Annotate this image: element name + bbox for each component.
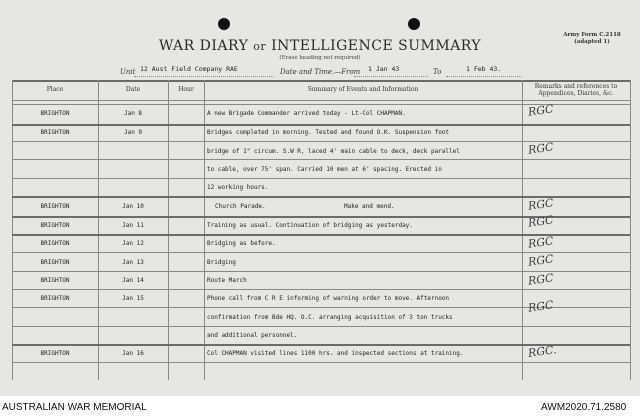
- entry-place: BRIGHTON: [40, 222, 70, 229]
- entry-place: BRIGHTON: [40, 295, 70, 302]
- date-from-value: 1 Jan 43: [368, 65, 400, 73]
- caption-accession-number: AWM2020.71.2580: [541, 402, 627, 413]
- entry-date: Jan 8: [123, 110, 143, 117]
- page-subtitle: (Erase heading not required): [279, 55, 361, 61]
- entry-date: Jan 12: [122, 240, 144, 247]
- row-divider: [12, 178, 630, 179]
- column-header-date: Date: [125, 86, 141, 93]
- entry-date: Jan 9: [123, 129, 143, 136]
- army-form-number: [555, 32, 629, 46]
- entry-place: BRIGHTON: [40, 350, 70, 357]
- row-divider: [12, 159, 630, 160]
- title-war-diary: WAR DIARY: [158, 38, 249, 54]
- entry-initials: RGC: [527, 271, 555, 288]
- entry-date: Jan 10: [122, 203, 144, 210]
- row-divider: [12, 289, 630, 290]
- row-divider: [12, 326, 630, 327]
- form-number-text: Army Form C.2118: [563, 32, 621, 38]
- entry-summary-line: Church Parade.: [215, 203, 266, 210]
- table-header-border: [12, 100, 630, 101]
- entry-summary-line: A new Brigade Commander arrived today - Lt-Col CHAPMAN.: [207, 110, 406, 117]
- to-underline: [446, 76, 522, 77]
- row-divider: [12, 362, 630, 363]
- row-divider: [12, 252, 630, 253]
- entry-date: Jan 11: [122, 222, 144, 229]
- entry-summary-line: Make and mend.: [344, 203, 395, 210]
- entry-date: Jan 13: [122, 259, 144, 266]
- entry-initials: RGC: [527, 252, 555, 269]
- entry-summary-line: bridge of 1" circum. S.W R, laced 4' main cable to deck, deck parallel: [207, 148, 460, 155]
- remarks-header-line2: Appendices, Diaries, &c.: [538, 90, 614, 97]
- entry-summary-line: Col CHAPMAN visited lines 1100 hrs. and inspected sections at training.: [207, 350, 464, 357]
- caption-institution: AUSTRALIAN WAR MEMORIAL: [2, 402, 147, 413]
- row-divider: [12, 124, 630, 126]
- column-header-remarks: [522, 83, 630, 97]
- form-adapted-text: (adapted 1): [574, 39, 610, 45]
- entry-summary-line: and additional personnel.: [207, 332, 298, 339]
- date-to-label: To: [433, 68, 442, 76]
- from-underline: [354, 76, 428, 77]
- unit-label: Unit: [120, 68, 136, 76]
- entry-summary-line: confirmation from Bde HQ. O.C. arranging acquisition of 3 ton trucks: [207, 314, 453, 321]
- entry-place: BRIGHTON: [40, 259, 70, 266]
- entry-initials: RGC: [527, 234, 555, 251]
- entry-summary-line: Phone call from C R E informing of warning order to move. Afternoon: [207, 295, 450, 302]
- unit-underline: [134, 76, 274, 77]
- entry-summary-line: 12 working hours.: [207, 184, 269, 191]
- entry-summary-line: Bridges completed in morning. Tested and found O.K. Suspension foot: [207, 129, 450, 136]
- entry-date: Jan 14: [122, 277, 144, 284]
- entry-initials: RGC.: [527, 343, 558, 360]
- table-top-border: [12, 80, 630, 82]
- entry-place: BRIGHTON: [40, 277, 70, 284]
- entry-place: BRIGHTON: [40, 240, 70, 247]
- title-or: or: [253, 40, 267, 53]
- column-divider: [630, 80, 631, 380]
- entry-place: BRIGHTON: [40, 203, 70, 210]
- column-header-place: Place: [46, 86, 64, 93]
- title-intelligence-summary: INTELLIGENCE SUMMARY: [271, 38, 482, 54]
- entry-initials: RGC: [527, 196, 555, 213]
- date-to-value: 1 Feb 43.: [466, 65, 502, 73]
- entry-summary-line: Bridging as before.: [207, 240, 276, 247]
- page-title: [0, 38, 640, 54]
- entry-summary-line: Route March: [207, 277, 247, 284]
- punch-hole: [218, 18, 230, 30]
- remarks-header-line1: Remarks and references to: [534, 83, 618, 90]
- entry-place: BRIGHTON: [40, 129, 70, 136]
- punch-hole: [408, 18, 420, 30]
- entry-summary-line: to cable, over 75' span. Carried 10 men at 6' spacing. Erected in: [207, 166, 442, 173]
- entry-initials: RGC: [527, 298, 555, 315]
- caption-bar: [0, 396, 640, 416]
- entry-initials: RGC: [527, 213, 555, 230]
- entry-place: BRIGHTON: [40, 110, 70, 117]
- date-from-label: Date and Time.—From: [280, 68, 361, 76]
- unit-value: 12 Aust Field Company RAE: [140, 65, 238, 73]
- entry-summary-line: Training as usual. Continuation of bridging as yesterday.: [207, 222, 413, 229]
- entry-initials: RGC: [527, 140, 555, 157]
- entry-date: Jan 15: [122, 295, 144, 302]
- column-header-summary: Summary of Events and Information: [307, 86, 419, 93]
- row-divider: [12, 271, 630, 272]
- entry-initials: RGC: [527, 102, 555, 119]
- entry-date: Jan 16: [122, 350, 144, 357]
- column-header-hour: Hour: [178, 86, 194, 93]
- entry-summary-line: Bridging: [207, 259, 236, 266]
